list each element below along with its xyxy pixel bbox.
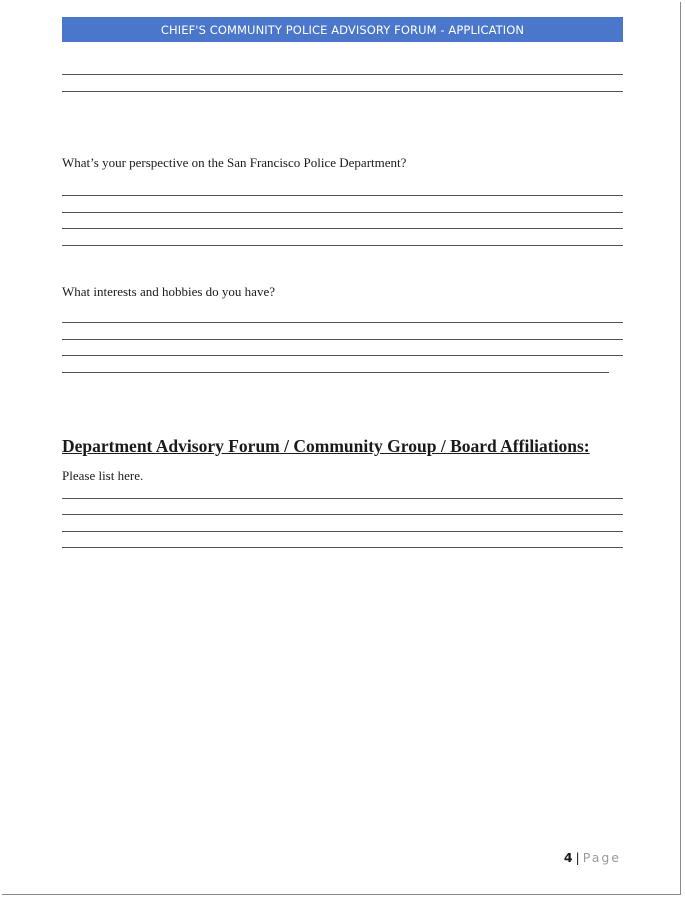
answer-line[interactable] <box>62 547 623 548</box>
header-title: CHIEF'S COMMUNITY POLICE ADVISORY FORUM - APPLICATION <box>160 22 525 37</box>
affiliations-prompt: Please list here. <box>62 468 144 483</box>
header-bar <box>62 17 623 42</box>
page-separator: | <box>575 850 580 865</box>
answer-line[interactable] <box>62 498 623 499</box>
answer-line[interactable] <box>62 245 623 246</box>
page-label: Page <box>582 850 621 865</box>
answer-line[interactable] <box>62 228 623 229</box>
page-footer <box>564 850 621 865</box>
affiliations-heading: Department Advisory Forum / Community Group / Board Affiliations: <box>62 436 590 456</box>
answer-line[interactable] <box>62 91 623 92</box>
answer-line[interactable] <box>62 212 623 213</box>
page-number: 4 <box>563 850 573 865</box>
question-perspective: What’s your perspective on the San Francisco Police Department? <box>62 155 407 170</box>
answer-line[interactable] <box>62 322 623 323</box>
question-interests: What interests and hobbies do you have? <box>62 284 275 299</box>
answer-line[interactable] <box>62 74 623 75</box>
answer-line[interactable] <box>62 195 623 196</box>
answer-line[interactable] <box>62 339 623 340</box>
answer-line[interactable] <box>62 372 609 373</box>
answer-line[interactable] <box>62 355 623 356</box>
answer-line[interactable] <box>62 531 623 532</box>
answer-line[interactable] <box>62 514 623 515</box>
